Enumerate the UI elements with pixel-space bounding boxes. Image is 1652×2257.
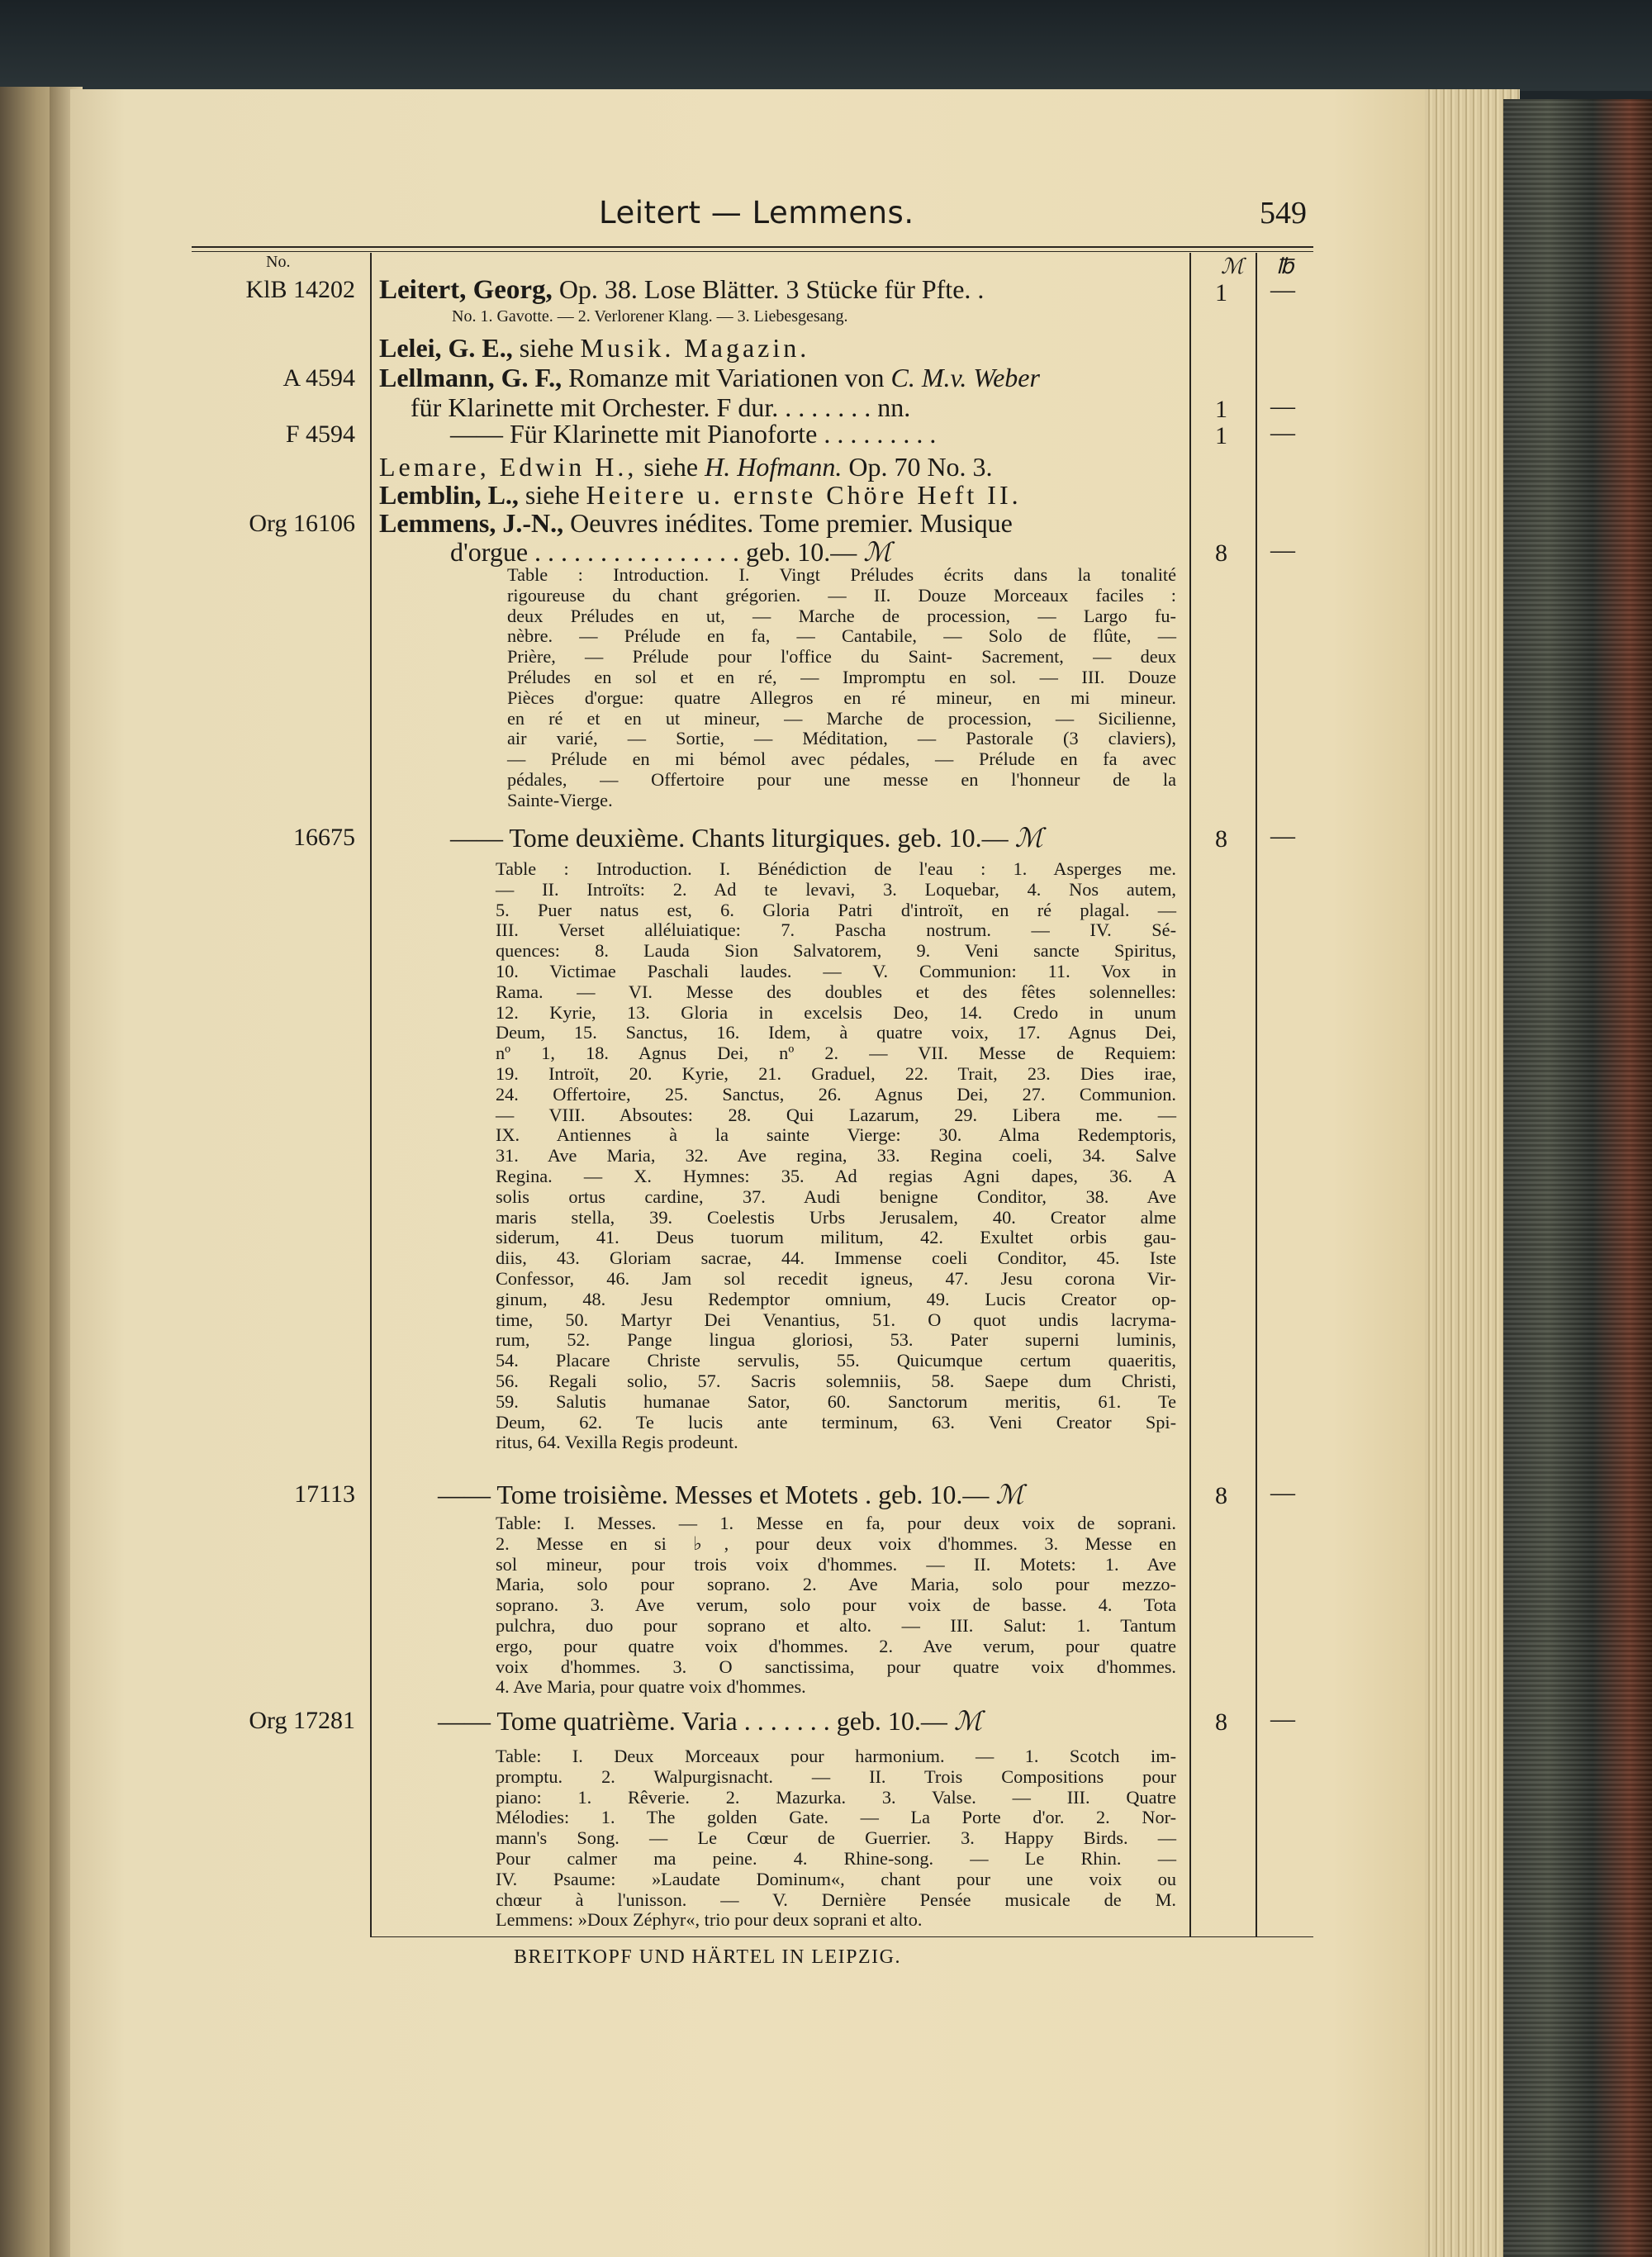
catalog-number: A 4594 (282, 364, 355, 392)
contents-line: IV. Psaume: »Laudate Dominum«, chant pour une voix ou (496, 1868, 1176, 1889)
contents-line: — Prélude en mi bémol avec pédales, — Prélude en fa avec (507, 748, 1176, 770)
contents-line: quences: 8. Lauda Sion Salvatorem, 9. Veni sancte Spiritus, (496, 940, 1176, 962)
currency-symbol: ℳ (1014, 823, 1043, 853)
contents-line: 31. Ave Maria, 32. Ave regina, 33. Regina coeli, 34. Salve (496, 1145, 1176, 1167)
price-mark: 1 (1215, 422, 1227, 449)
contents-line: rigoureuse du chant grégorien. — II. Douze Morceaux faciles : (507, 584, 1176, 606)
catalog-number: Org 17281 (249, 1707, 355, 1734)
contents-line: Deum, 62. Te lucis ante terminum, 63. Veni Creator Spi- (496, 1411, 1176, 1433)
column-header-no: No. (266, 253, 291, 271)
contents-line: — VIII. Absoutes: 28. Qui Lazarum, 29. Libera me. — (496, 1104, 1176, 1125)
contents-line: Table : Introduction. I. Bénédiction de l'eau : 1. Asperges me. (496, 858, 1176, 879)
contents-line: nèbre. — Prélude en fa, — Cantabile, — Solo de flûte, — (507, 625, 1176, 647)
header-rule (192, 246, 1313, 248)
contents-line: Confessor, 46. Jam sol recedit igneus, 47. Jesu corona Vir- (496, 1267, 1176, 1289)
contents-line: 5. Puer natus est, 6. Gloria Patri d'introït, en ré plagal. — (496, 899, 1176, 920)
composer-name: Lemmens, J.-N., (379, 508, 564, 538)
price-mark: 8 (1215, 1708, 1227, 1736)
currency-symbol: ℳ (995, 1480, 1024, 1509)
entry-see: siehe (519, 333, 574, 363)
catalog-number: 16675 (293, 824, 355, 851)
running-head-title: Leitert — Lemmens. (599, 195, 914, 230)
entry-line-2 (450, 536, 891, 568)
contents-line: en ré et en ut mineur, — Marche de procession, — Sicilienne, (507, 707, 1176, 729)
column-rule-number (370, 253, 372, 1936)
bottom-rule (370, 1936, 1313, 1937)
contents-line: III. Verset alléluiatique: 7. Pascha nostrum. — IV. Sé- (496, 919, 1176, 941)
column-rule-price (1189, 253, 1191, 1936)
contents-line: Mélodies: 1. The golden Gate. — La Porte d'or. 2. Nor- (496, 1807, 1176, 1828)
entry-reference: Heitere u. ernste Chöre Heft II. (586, 480, 1022, 510)
entry-title: Op. 38. Lose Blätter. 3 Stücke für Pfte. . (558, 274, 985, 304)
contents-line: rum, 52. Pange lingua gloriosi, 53. Pater superni luminis, (496, 1329, 1176, 1351)
publisher-footer: BREITKOPF UND HÄRTEL IN LEIPZIG. (514, 1946, 901, 1968)
contents-line: solis ortus cardine, 37. Audi benigne Conditor, 38. Ave (496, 1186, 1176, 1207)
contents-line: 10. Victimae Paschali laudes. — V. Communion: 11. Vox in (496, 960, 1176, 981)
currency-symbol: ℳ (953, 1706, 983, 1736)
catalog-number: KlB 14202 (245, 276, 355, 303)
contents-line: Regina. — X. Hymnes: 35. Ad regias Agni dapes, 36. A (496, 1165, 1176, 1186)
entry-see: siehe (643, 452, 699, 482)
contents-line: air varié, — Sortie, — Méditation, — Pastorale (3 claviers), (507, 728, 1176, 749)
entry-title: —— Tome quatrième. Varia . . . . . . . geb. 10.— (438, 1706, 947, 1736)
contents-line: 59. Salutis humanae Sator, 60. Sanctorum meritis, 61. Te (496, 1390, 1176, 1412)
entry-title: —— Tome troisième. Messes et Motets . geb. 10.— (438, 1480, 990, 1509)
entry-line-2-text: d'orgue . . . . . . . . . . . . . . . . geb. 10.— (450, 537, 857, 567)
contents-line: 19. Introït, 20. Kyrie, 21. Graduel, 22. Trait, 23. Dies irae, (496, 1062, 1176, 1084)
contents-line: Prière, — Prélude pour l'office du Saint- Sacrement, — deux (507, 646, 1176, 668)
price-pf: — (1270, 1705, 1295, 1732)
catalog-number: Org 16106 (249, 510, 355, 537)
contents-line: piano: 1. Rêverie. 2. Mazurka. 3. Valse. — III. Quatre (496, 1786, 1176, 1808)
contents-line: voix d'hommes. 3. O sanctissima, pour quatre voix d'hommes. (496, 1656, 1176, 1677)
contents-line: Préludes en sol et en ré, — Impromptu en sol. — III. Douze (507, 666, 1176, 687)
contents-line: 56. Regali solio, 57. Sacris solemniis, 58. Saepe dum Christi, (496, 1370, 1176, 1391)
composer-name: Lelei, G. E., (379, 333, 513, 363)
price-mark: 1 (1215, 279, 1227, 306)
composer-name: Lemare, Edwin H., (379, 452, 638, 482)
contents-line: mann's Song. — Le Cœur de Guerrier. 3. Happy Birds. — (496, 1827, 1176, 1849)
entry-line (450, 822, 1043, 853)
price-pf: — (1270, 276, 1295, 303)
entry-composer: C. M.v. Weber (890, 363, 1040, 392)
price-pf: — (1270, 822, 1295, 849)
entry-contents: No. 1. Gavotte. — 2. Verlorener Klang. — 3. Liebesgesang. (452, 307, 848, 325)
entry-title: Oeuvres inédites. Tome premier. Musique (570, 508, 1013, 538)
contents-line: Sainte-Vierge. (507, 789, 613, 810)
contents-line: time, 50. Martyr Dei Venantius, 51. O quot undis lacryma- (496, 1309, 1176, 1330)
entry-line (438, 1705, 982, 1737)
entry-line-2: für Klarinette mit Orchester. F dur. . . . . . . . nn. (411, 392, 911, 422)
contents-line: deux Préludes en ut, — Marche de procession, — Largo fu- (507, 605, 1176, 626)
catalog-entry (379, 480, 1022, 511)
page-number: 549 (1260, 196, 1307, 230)
column-rule-pf (1256, 253, 1257, 1936)
entry-line (379, 274, 984, 306)
contents-line: Table: I. Deux Morceaux pour harmonium. — 1. Scotch im- (496, 1746, 1176, 1766)
composer-name: Lellmann, G. F., (379, 363, 563, 392)
column-header-mark: ℳ (1221, 254, 1244, 278)
entry-line (438, 1479, 1024, 1510)
composer-name: Lemblin, L., (379, 480, 519, 510)
contents-line: Pour calmer ma peine. 4. Rhine-song. — Le Rhin. — (496, 1847, 1176, 1869)
entry-line (379, 363, 1040, 393)
entry-line (379, 508, 1013, 539)
contents-line: pédales, — Offertoire pour une messe en l'honneur de la (507, 768, 1176, 790)
price-mark: 8 (1215, 825, 1227, 853)
contents-line: 2. Messe en si ♭, pour deux voix d'hommes. 3. Messe en (496, 1532, 1176, 1554)
contents-line: chœur à l'unisson. — V. Dernière Pensée musicale de M. (496, 1889, 1176, 1910)
table-of-contents-1 (507, 565, 1176, 811)
contents-line: Lemmens: »Doux Zéphyr«, trio pour deux soprani et alto. (496, 1909, 923, 1931)
price-pf: — (1270, 419, 1295, 446)
catalog-number: 17113 (294, 1480, 355, 1508)
contents-line: ritus, 64. Vexilla Regis prodeunt. (496, 1432, 738, 1453)
contents-line: 4. Ave Maria, pour quatre voix d'hommes. (496, 1676, 806, 1698)
price-mark: 1 (1215, 396, 1227, 423)
contents-line: sol mineur, pour trois voix d'hommes. — II. Motets: 1. Ave (496, 1553, 1176, 1575)
entry-reference: Musik. Magazin. (580, 333, 810, 363)
contents-line: 24. Offertoire, 25. Sanctus, 26. Agnus Dei, 27. Communion. (496, 1083, 1176, 1105)
contents-line: ginum, 48. Jesu Redemptor omnium, 49. Lucis Creator op- (496, 1288, 1176, 1309)
entry-line: —— Für Klarinette mit Pianoforte . . . . . . . . . (450, 419, 937, 449)
header-rule-thin (192, 251, 1313, 252)
contents-line: IX. Antiennes à la sainte Vierge: 30. Alma Redemptoris, (496, 1124, 1176, 1146)
contents-line: Table : Introduction. I. Vingt Préludes écrits dans la tonalité (507, 564, 1176, 585)
column-header-pf: ℔ (1276, 254, 1294, 278)
price-pf: — (1270, 536, 1295, 563)
table-of-contents-4 (496, 1746, 1176, 1931)
contents-line: Maria, solo pour soprano. 2. Ave Maria, solo pour mezzo- (496, 1574, 1176, 1595)
entry-composer: H. Hofmann. (705, 452, 843, 482)
contents-line: diis, 43. Gloriam sacrae, 44. Immense coeli Conditor, 45. Iste (496, 1247, 1176, 1269)
table-of-contents-3 (496, 1513, 1176, 1698)
contents-line: 54. Placare Christe servulis, 55. Quicumque certum quaeritis, (496, 1350, 1176, 1371)
contents-line: 12. Kyrie, 13. Gloria in excelsis Deo, 14. Credo in unum (496, 1001, 1176, 1023)
contents-line: pulchra, duo pour soprano et alto. — III. Salut: 1. Tantum (496, 1614, 1176, 1636)
contents-line: Rama. — VI. Messe des doubles et des fêtes solennelles: (496, 981, 1176, 1002)
price-pf: — (1270, 392, 1295, 420)
entry-title: Romanze mit Variationen von (568, 363, 885, 392)
contents-line: promptu. 2. Walpurgisnacht. — II. Trois Compositions pour (496, 1765, 1176, 1787)
running-head (0, 195, 1652, 236)
catalog-entry (379, 452, 993, 482)
contents-line: Table: I. Messes. — 1. Messe en fa, pour deux voix de soprani. (496, 1513, 1176, 1533)
contents-line: ergo, pour quatre voix d'hommes. 2. Ave verum, pour quatre (496, 1635, 1176, 1656)
contents-line: Deum, 15. Sanctus, 16. Idem, à quatre voix, 17. Agnus Dei, (496, 1022, 1176, 1043)
contents-line: Pièces d'orgue: quatre Allegros en ré mineur, en mi mineur. (507, 687, 1176, 708)
table-of-contents-2 (496, 859, 1176, 1453)
entry-reference: Op. 70 No. 3. (848, 452, 993, 482)
contents-line: siderum, 41. Deus tuorum militum, 42. Exultet orbis gau- (496, 1227, 1176, 1248)
catalog-entry (379, 333, 809, 363)
price-mark: 8 (1215, 539, 1227, 567)
price-mark: 8 (1215, 1482, 1227, 1509)
contents-line: nº 1, 18. Agnus Dei, nº 2. — VII. Messe de Requiem: (496, 1043, 1176, 1064)
entry-title: —— Tome deuxième. Chants liturgiques. geb. 10.— (450, 823, 1009, 853)
composer-name: Leitert, Georg, (379, 275, 553, 305)
contents-line: soprano. 3. Ave verum, solo pour voix de basse. 4. Tota (496, 1594, 1176, 1616)
contents-line: — II. Introïts: 2. Ad te levavi, 3. Loquebar, 4. Nos autem, (496, 878, 1176, 900)
price-pf: — (1270, 1479, 1295, 1506)
entry-see: siehe (525, 480, 580, 510)
currency-symbol: ℳ (863, 537, 892, 567)
contents-line: maris stella, 39. Coelestis Urbs Jerusalem, 40. Creator alme (496, 1206, 1176, 1228)
catalog-number: F 4594 (285, 421, 355, 448)
